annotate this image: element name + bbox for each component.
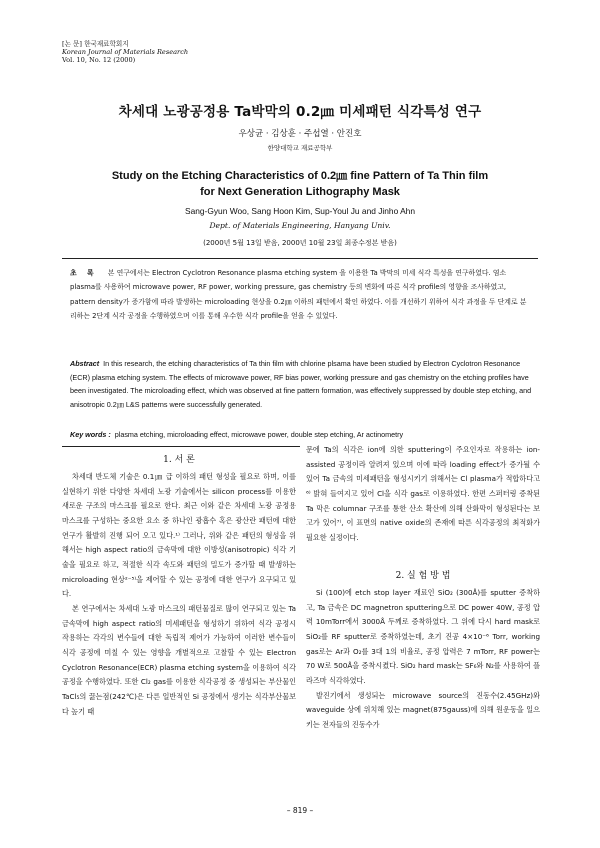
abstract-ko — [70, 266, 532, 323]
intro-continued: 문에 Ta의 식각은 ion에 의한 sputtering이 주요인자로 작용하는 ion-assisted 공정이라 알려져 있으며 이에 따라 loading effect가 증가될 수 있어 Ta 금속의 미세패턴을 형성시키기 위해서는 Cl plasma가 적합하다고⁶⁾ 밝혀 들여지고 있어 Cl을 식각 gas로 이용하였다. 한편 스퍼터링 증착된 Ta 막은 columnar 구조를 통한 산소 확산에 의해 산화막이 형성된다는 보고가 있어⁷⁾, 이 표면의 native oxide의 존재에 따른 식각공정의 최적화가 필요한 실정이다. — [306, 445, 540, 542]
section-methods-title: 2. 실 험 방 법 — [395, 571, 451, 581]
title-ko: 차세대 노광공정용 Ta박막의 0.2㎛ 미세패턴 식각특성 연구 — [118, 104, 482, 120]
authors-en: Sang-Gyun Woo, Sang Hoon Kim, Sup-Youl Ju and Jinho Ahn — [185, 206, 415, 216]
journal-header — [62, 40, 188, 64]
methods-column — [306, 586, 540, 733]
authors-ko: 우상균 · 김상훈 · 주섭열 · 안진호 — [238, 129, 362, 139]
abstract-ko-text: 본 연구에서는 Electron Cyclotron Resonance plasma etching system 을 이용한 Ta 박막의 미세 식각 특성을 연구하였다. 염소 plasma를 사용하여 microwave power, RF power, working pressure, gas chemistry 등의 변화에 따른 식각 profile의 영향을 조사하였고, pattern density가 증가함에 따라 발생하는 microloading 현상을 0.2㎛ 이하의 패턴에서 확인 하였다. 이를 개선하기 위하여 식각 과정을 두 단계로 분리하는 2단계 식각 공정을 수행하였으며 이를 통해 우수한 식각 profile을 얻을 수 있었다. — [70, 269, 527, 320]
intro-paragraph-2: 본 연구에서는 차세대 노광 마스크의 패턴물질로 많이 연구되고 있는 Ta 금속막에 high aspect ratio의 미세패턴을 형성하기 위하여 식각 공정시 작용하는 각각의 변수들에 대한 독립적 제어가 가능하여 이러한 변수들이 식각 공정에 미칠 수 있는 영향을 개별적으로 고찰할 수 있는 Electron Cyclotron Resonance(ECR) plasma etching system을 이용하여 식각 공정을 수행하였다. 또한 Cl₂ gas를 이용한 식각공정 중 생성되는 부산물인 TaCl₅의 끓는점(242℃)은 다른 일반적인 Si 공정에서 생기는 식각부산물보다 높기 때 — [62, 603, 296, 716]
page-number: – 819 – — [286, 806, 314, 815]
title-en — [0, 168, 600, 200]
abstract-en-text: In this research, the etching characteristics of Ta thin film with chlorine plsama have been studied by Electron Cyclotron Resonance (ECR) plasma etching system. The effects of microwave power, RF bias power, working pressure and gas chemistry on the etching profiles have been investigated. The microloading effect, which was observed at fine pattern formation, was effectively suppressed by double step etching, and anisotropic 0.2㎛ L&S patterns were successfully generated. — [70, 359, 532, 410]
top-divider — [62, 258, 538, 259]
right-column — [306, 443, 540, 546]
abstract-ko-label: 초 록 — [70, 269, 98, 277]
methods-paragraph-1: Si (100)에 etch stop layer 재료인 SiO₂ (300Å)를 sputter 증착하고, Ta 금속은 DC magnetron sputtering으로 DC power 40W, 공정 압력 10mTorr에서 3000Å 두께로 증착하였다. 그 위에 다시 hard mask로 SiO₂를 RF sputter로 증착하였는데, 초기 진공 4×10⁻⁶ Torr, working gas로는 Ar과 O₂를 3대 1의 비율로, 공정 압력은 7 mTorr, RF power는 70 W로 500Å을 증착시켰다. SiO₂ hard mask는 SF₆와 N₂를 사용하여 플라즈마 식각하였다. — [306, 588, 540, 685]
keywords-label: Key words : — [70, 430, 111, 439]
left-column — [62, 470, 296, 719]
journal-volume: Vol. 10, No. 12 (2000) — [62, 56, 136, 64]
received-dates: (2000년 5월 13일 받음, 2000년 10월 23일 최종수정본 받음) — [203, 239, 397, 247]
keywords-text: plasma etching, microloading effect, microwave power, double step etching, Ar actinometry — [114, 430, 404, 439]
bottom-divider — [62, 446, 300, 447]
journal-name-en: Korean Journal of Materials Research — [62, 48, 189, 56]
affiliation-en: Dept. of Materials Engineering, Hanyang Univ. — [209, 221, 391, 230]
title-en-line2: for Next Generation Lithography Mask — [200, 186, 400, 198]
section-introduction-title: 1. 서 론 — [163, 455, 195, 465]
abstract-en-label: Abstract — [70, 359, 100, 368]
intro-paragraph-1: 차세대 반도체 기술은 0.1㎛ 급 이하의 패턴 형성을 필요로 하며, 이를 실현하기 위한 다양한 차세대 노광 기술에서는 silicon process를 이용한 새로운 구조의 마스크를 필요로 한다. 최근 이와 같은 차세대 노광 공정용 마스크를 구성하는 중요한 요소 중 하나인 광흡수 혹은 광산란 패턴에 대한 연구가 활발히 진행 되어 오고 있다.¹⁾ 그러나, 위와 같은 패턴의 형성을 위해서는 high aspect ratio의 금속막에 대한 이방성(anisotropic) 식각 기술을 필요로 하고, 적절한 식각 속도와 패턴의 밀도가 증가할 때 발생하는 microloading 현상²⁻⁵⁾을 제어할 수 있는 공정에 대한 연구가 요구되고 있다. — [62, 472, 296, 599]
title-en-line1: Study on the Etching Characteristics of 0.2㎛ fine Pattern of Ta Thin film — [111, 170, 489, 182]
affiliation-ko: 한양대학교 재료공학부 — [267, 144, 333, 152]
methods-paragraph-2: 발진기에서 생성되는 microwave source의 진동수(2.45GHz)와 waveguide 상에 위치해 있는 magnet(875gauss)에 의해 원운동을 일으키는 전자들의 진동수가 — [306, 690, 540, 729]
journal-name-ko: [논 문] 한국재료학회지 — [62, 40, 129, 48]
keywords — [70, 430, 532, 439]
abstract-en — [70, 357, 532, 412]
